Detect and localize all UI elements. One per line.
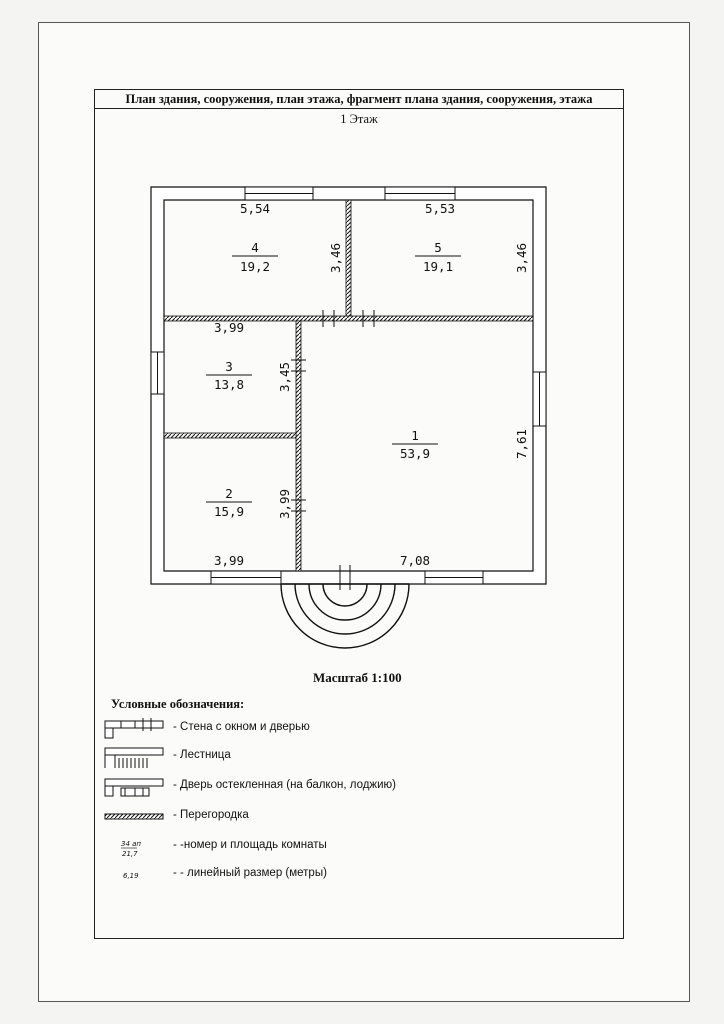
entrance-stairs: [281, 584, 409, 648]
dim-room2-width: 3,99: [213, 553, 245, 568]
room-2: [206, 486, 252, 519]
dim-room3-height: 3,45: [277, 361, 292, 393]
room-number: 3: [225, 359, 233, 374]
room-number: 4: [251, 240, 259, 255]
room-1: [392, 428, 438, 461]
legend-item-label: - Перегородка: [173, 809, 249, 821]
partition-icon: [103, 806, 165, 828]
sample-dimension: 6,19: [123, 872, 139, 880]
door-marks: [291, 310, 374, 590]
floor-label: 1 Этаж: [340, 112, 378, 126]
legend-item-label: - Дверь остекленная (на балкон, лоджию): [173, 779, 396, 791]
legend-item-label: - - линейный размер (метры): [173, 867, 327, 879]
floor-plan: [95, 90, 623, 690]
dim-room4-height: 3,46: [328, 242, 343, 274]
legend-item-label: - Лестница: [173, 749, 231, 761]
legend-item-label: - Стена с окном и дверью: [173, 721, 310, 733]
scale-label: Масштаб 1:100: [313, 670, 402, 685]
plan-frame: [94, 89, 624, 939]
document-title: План здания, сооружения, план этажа, фрагмент плана здания, сооружения, этажа: [95, 90, 623, 109]
stairs-icon: [103, 746, 165, 768]
room-5: [415, 240, 461, 274]
room-number: 1: [411, 428, 419, 443]
room-area: 15,9: [213, 504, 245, 519]
room-area: 19,1: [422, 259, 454, 274]
sample-room-area: 21,7: [122, 850, 138, 858]
dim-room1-height: 7,61: [514, 428, 529, 460]
room-area: 53,9: [399, 446, 431, 461]
glazed-door-icon: [103, 776, 165, 798]
dim-room2-height: 3,99: [277, 488, 292, 520]
dim-room1-width: 7,08: [399, 553, 431, 568]
dimension-sample: [103, 864, 165, 886]
room-area: 13,8: [213, 377, 245, 392]
dim-room4-width: 5,54: [239, 201, 271, 216]
room-number-sample: [103, 836, 165, 858]
dim-room5-height: 3,46: [514, 242, 529, 274]
room-3: [206, 359, 252, 392]
legend-item-label: - -номер и площадь комнаты: [173, 839, 327, 851]
dim-room5-width: 5,53: [424, 201, 456, 216]
legend-title: Условные обозначения:: [111, 697, 245, 711]
dim-room3-width: 3,99: [213, 320, 245, 335]
room-number: 2: [225, 486, 233, 501]
room-4: [232, 240, 278, 274]
sample-room-number: 34 ап: [121, 840, 141, 848]
room-number: 5: [434, 240, 442, 255]
wall-window-door-icon: [103, 718, 165, 740]
room-area: 19,2: [239, 259, 271, 274]
